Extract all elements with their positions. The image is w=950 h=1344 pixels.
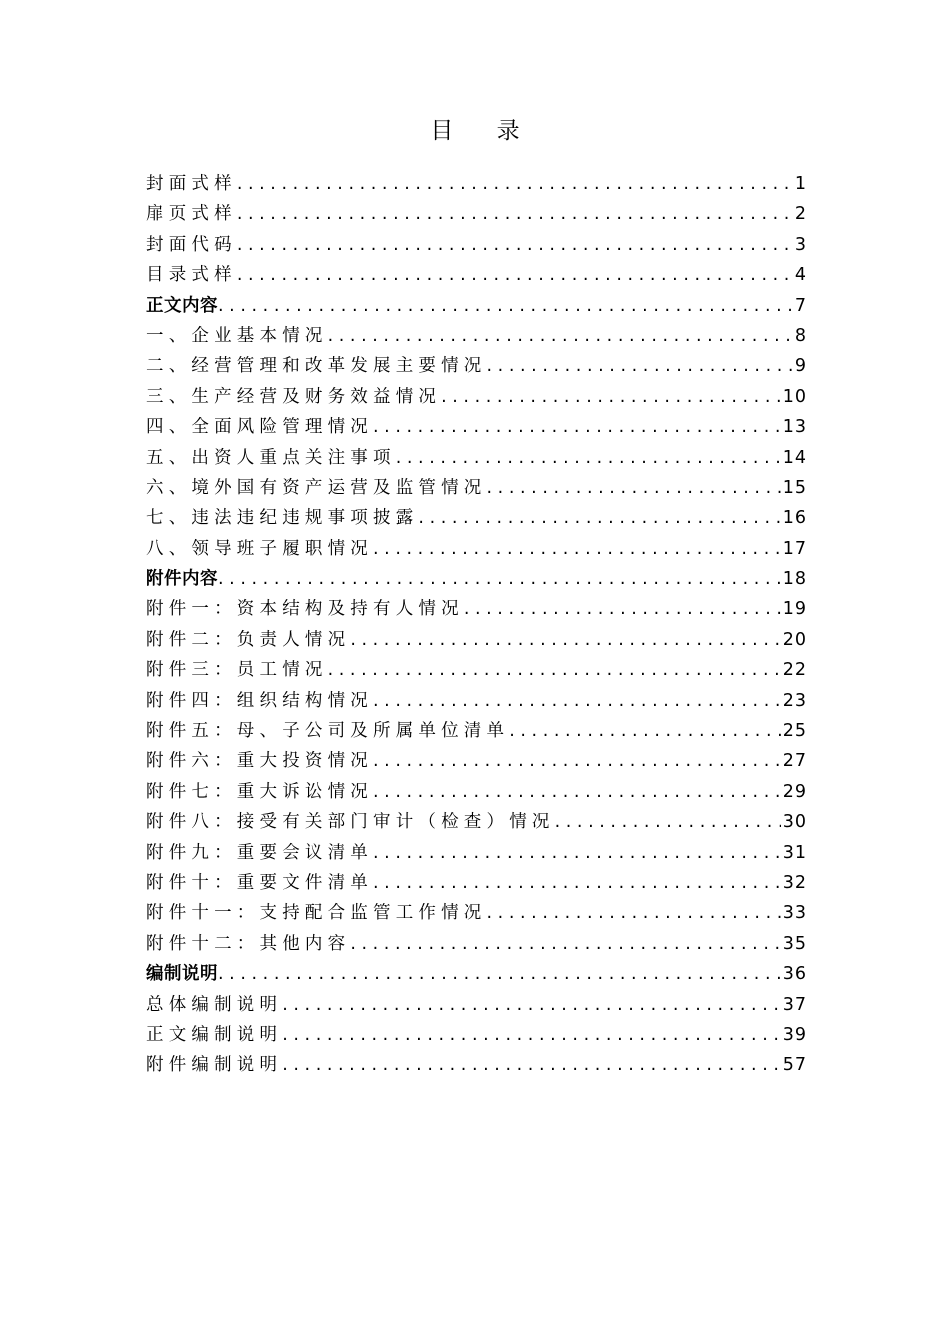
- toc-dot-leader: [282, 1020, 781, 1050]
- toc-entry[interactable]: [146, 716, 807, 746]
- toc-entry[interactable]: [146, 230, 807, 260]
- toc-entry-label: 附件十一：支持配合监管工作情况: [146, 903, 487, 924]
- toc-entry-label: 五、出资人重点关注事项: [146, 447, 396, 468]
- toc-entry-label: 扉页式样: [146, 204, 237, 225]
- toc-section-entry[interactable]: [146, 291, 807, 321]
- toc-entry[interactable]: [146, 321, 807, 351]
- toc-dot-leader: [373, 686, 781, 716]
- toc-entry-label: 附件五：母、子公司及所属单位清单: [146, 721, 510, 742]
- toc-entry-page-number: 13: [782, 417, 807, 438]
- toc-dot-leader: [328, 655, 781, 685]
- toc-title: 目 录: [430, 118, 538, 144]
- toc-entry-page-number: 18: [782, 569, 807, 590]
- toc-entry-page-number: 30: [782, 812, 807, 833]
- toc-entry[interactable]: [146, 351, 807, 381]
- toc-dot-leader: [487, 351, 793, 381]
- toc-entry-page-number: 37: [782, 994, 807, 1015]
- toc-entry-label: 七、违法违纪违规事项披露: [146, 508, 419, 529]
- toc-entry-page-number: 32: [782, 872, 807, 893]
- toc-entry[interactable]: [146, 199, 807, 229]
- toc-entry[interactable]: [146, 807, 807, 837]
- toc-entry-label: 附件八：接受有关部门审计（检查）情况: [146, 812, 555, 833]
- toc-entry-page-number: 57: [782, 1055, 807, 1076]
- toc-entry[interactable]: [146, 746, 807, 776]
- toc-entry-page-number: 25: [782, 721, 807, 742]
- toc-dot-leader: [464, 594, 781, 624]
- toc-entry-page-number: 15: [782, 477, 807, 498]
- toc-dot-leader: [487, 898, 781, 928]
- toc-entry-label: 编制说明: [146, 964, 218, 985]
- toc-dot-leader: [373, 777, 781, 807]
- toc-entry-page-number: 33: [782, 903, 807, 924]
- toc-dot-leader: [441, 382, 781, 412]
- toc-entry-label: 封面式样: [146, 174, 237, 194]
- toc-dot-leader: [373, 746, 781, 776]
- toc-entry[interactable]: [146, 169, 807, 199]
- toc-entry-label: 附件一：资本结构及持有人情况: [146, 599, 464, 620]
- toc-dot-leader: [237, 169, 793, 199]
- toc-entry-label: 三、生产经营及财务效益情况: [146, 386, 442, 407]
- toc-entry[interactable]: [146, 838, 807, 868]
- toc-entry[interactable]: [146, 686, 807, 716]
- toc-dot-leader: [396, 443, 781, 473]
- toc-dot-leader: [218, 291, 793, 321]
- toc-entry-page-number: 8: [794, 325, 807, 346]
- toc-entry-page-number: 29: [782, 781, 807, 802]
- toc-entry[interactable]: [146, 594, 807, 624]
- toc-entry[interactable]: [146, 1020, 807, 1050]
- toc-entry[interactable]: [146, 898, 807, 928]
- toc-entry[interactable]: [146, 382, 807, 412]
- toc-dot-leader: [373, 534, 781, 564]
- toc-entry-page-number: 1: [794, 174, 807, 194]
- toc-entry[interactable]: [146, 260, 807, 290]
- toc-entry-label: 封面代码: [146, 234, 237, 255]
- toc-entry-label: 附件七：重大诉讼情况: [146, 781, 373, 802]
- toc-entry-label: 附件三：员工情况: [146, 660, 328, 681]
- toc-entry-label: 二、经营管理和改革发展主要情况: [146, 356, 487, 377]
- toc-entry-page-number: 39: [782, 1024, 807, 1045]
- toc-dot-leader: [373, 838, 781, 868]
- toc-entry-page-number: 23: [782, 690, 807, 711]
- toc-entry-label: 附件编制说明: [146, 1055, 283, 1076]
- toc-dot-leader: [218, 564, 781, 594]
- toc-entry-page-number: 3: [794, 234, 807, 255]
- toc-dot-leader: [218, 959, 781, 989]
- toc-dot-leader: [509, 716, 781, 746]
- toc-dot-leader: [282, 1050, 781, 1080]
- toc-dot-leader: [237, 260, 793, 290]
- toc-entry[interactable]: [146, 1050, 807, 1080]
- toc-dot-leader: [373, 412, 781, 442]
- toc-entry-page-number: 31: [782, 842, 807, 863]
- toc-entry[interactable]: [146, 534, 807, 564]
- toc-entry-page-number: 9: [794, 356, 807, 377]
- toc-dot-leader: [328, 321, 793, 351]
- toc-dot-leader: [555, 807, 781, 837]
- toc-entry-label: 四、全面风险管理情况: [146, 417, 373, 438]
- toc-entry[interactable]: [146, 443, 807, 473]
- toc-entry-page-number: 7: [794, 295, 807, 316]
- toc-dot-leader: [237, 199, 793, 229]
- toc-entry[interactable]: [146, 503, 807, 533]
- toc-dot-leader: [373, 868, 781, 898]
- toc-dot-leader: [282, 990, 781, 1020]
- toc-entry-page-number: 10: [782, 386, 807, 407]
- toc-entry[interactable]: [146, 990, 807, 1020]
- toc-entry-page-number: 27: [782, 751, 807, 772]
- toc-entry-label: 附件九：重要会议清单: [146, 842, 373, 863]
- toc-entry-page-number: 22: [782, 660, 807, 681]
- toc-entry-page-number: 14: [782, 447, 807, 468]
- toc-dot-leader: [487, 473, 781, 503]
- toc-entry-page-number: 17: [782, 538, 807, 559]
- toc-dot-leader: [350, 625, 780, 655]
- toc-entry[interactable]: [146, 777, 807, 807]
- toc-entry-label: 八、领导班子履职情况: [146, 538, 373, 559]
- toc-entry-label: 附件十二：其他内容: [146, 933, 351, 954]
- toc-entry-page-number: 2: [794, 204, 807, 225]
- toc-entry-page-number: 36: [782, 964, 807, 985]
- toc-entry[interactable]: [146, 625, 807, 655]
- toc-entry[interactable]: [146, 929, 807, 959]
- toc-entry-label: 正文编制说明: [146, 1024, 283, 1045]
- toc-entry-label: 附件六：重大投资情况: [146, 751, 373, 772]
- toc-entry-label: 附件四：组织结构情况: [146, 690, 373, 711]
- toc-entry-page-number: 20: [782, 629, 807, 650]
- toc-entry-label: 附件十：重要文件清单: [146, 872, 373, 893]
- toc-entry-label: 一、企业基本情况: [146, 325, 328, 346]
- toc-entry-label: 六、境外国有资产运营及监管情况: [146, 477, 487, 498]
- toc-dot-leader: [418, 503, 780, 533]
- toc-entry-label: 附件内容: [146, 569, 218, 590]
- toc-entry[interactable]: [146, 412, 807, 442]
- toc-entry[interactable]: [146, 655, 807, 685]
- toc-dot-leader: [237, 230, 793, 260]
- toc-entry-label: 附件二：负责人情况: [146, 629, 351, 650]
- toc-section-entry[interactable]: [146, 959, 807, 989]
- toc-entry-page-number: 19: [782, 599, 807, 620]
- toc-entry-label: 目录式样: [146, 265, 237, 286]
- toc-entry-label: 正文内容: [146, 295, 218, 316]
- toc-entry-page-number: 35: [782, 933, 807, 954]
- toc-section-entry[interactable]: [146, 564, 807, 594]
- toc-entry[interactable]: [146, 473, 807, 503]
- toc-entry[interactable]: [146, 868, 807, 898]
- toc-dot-leader: [350, 929, 780, 959]
- toc-entry-page-number: 16: [782, 508, 807, 529]
- toc-entry-page-number: 4: [794, 265, 807, 286]
- toc-list: [146, 169, 807, 1081]
- toc-entry-label: 总体编制说明: [146, 994, 283, 1015]
